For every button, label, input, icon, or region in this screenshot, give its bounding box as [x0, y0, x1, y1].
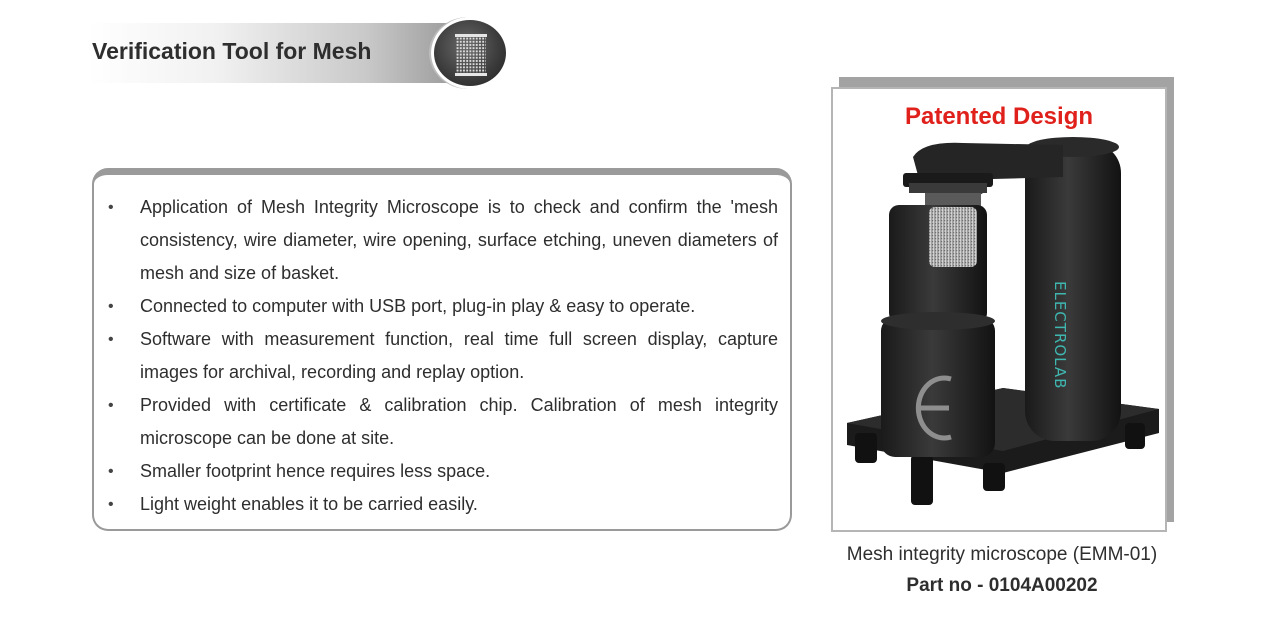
list-item: [108, 323, 778, 389]
feature-text: Smaller footprint hence requires less space.: [140, 461, 491, 481]
mesh-badge: [431, 17, 509, 89]
product-frame: [831, 87, 1167, 532]
bullet-icon: •: [108, 463, 114, 480]
feature-text: Software with measurement function, real time full screen display, capture images for archival, recording and replay option.: [140, 329, 778, 382]
page-title: Verification Tool for Mesh: [92, 38, 372, 64]
brand-text: ELECTROLAB: [1051, 281, 1069, 390]
right-column: [1025, 143, 1121, 441]
feature-text: Application of Mesh Integrity Microscope is to check and confirm the 'mesh consistency, wire diameter, wire opening, surface etching, uneven diameters of mesh and size of basket.: [140, 197, 778, 283]
patented-design-label: Patented Design: [904, 103, 1094, 130]
bullet-icon: •: [108, 298, 114, 315]
bullet-icon: •: [108, 199, 114, 216]
list-item: [108, 191, 778, 290]
microscope-image: [833, 133, 1165, 529]
mesh-grid-icon: [453, 34, 489, 76]
feature-text: Light weight enables it to be carried easily.: [140, 494, 478, 514]
list-item: [108, 389, 778, 455]
list-item: [108, 488, 778, 521]
feature-text: Connected to computer with USB port, plug-in play & easy to operate.: [140, 296, 696, 316]
feature-list: [108, 191, 778, 521]
feature-text: Provided with certificate & calibration chip. Calibration of mesh integrity microscope can be done at site.: [140, 395, 778, 448]
feature-box: [92, 168, 792, 531]
list-item: [108, 290, 778, 323]
list-item: [108, 455, 778, 488]
part-number: Part no - 0104A00202: [906, 575, 1098, 596]
bullet-icon: •: [108, 331, 114, 348]
product-caption: Mesh integrity microscope (EMM-01): [846, 544, 1158, 565]
bullet-icon: •: [108, 496, 114, 513]
bullet-icon: •: [108, 397, 114, 414]
